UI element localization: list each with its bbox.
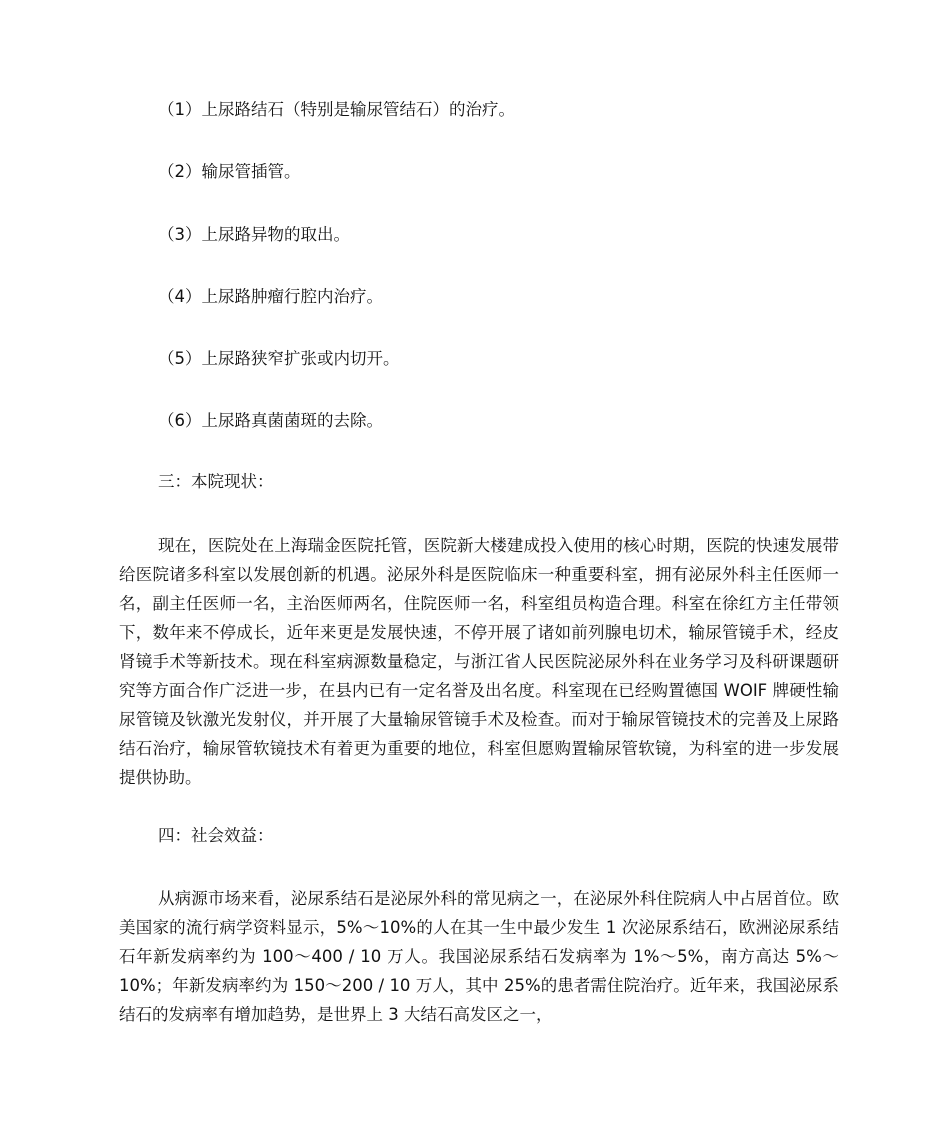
paragraph-social-benefit: 从病源市场来看，泌尿系结石是泌尿外科的常见病之一，在泌尿外科住院病人中占居首位。欧美国家的流行病学资料显示，5%～10%的人在其一生中最少发生 1 次泌尿系结石，欧洲泌尿系结石年新发病率约为 100～400 / 10 万人。我国泌尿系结石发病率为 1%～5%，南方高达 5%～10%；年新发病率约为 150～200 / 10 万人，其中 25%的患者需住院治疗。近年来，我国泌尿系结石的发病率有增加趋势，是世界上 3 大结石高发区之一， [119, 889, 839, 1024]
paragraph-current-status: 现在，医院处在上海瑞金医院托管，医院新大楼建成投入使用的核心时期，医院的快速发展带给医院诸多科室以发展创新的机遇。泌尿外科是医院临床一种重要科室，拥有泌尿外科主任医师一名，副主任医师一名，主治医师两名，住院医师一名，科室组员构造合理。科室在徐红方主任带领下，数年来不停成长，近年来更是发展快速，不停开展了诸如前列腺电切术，输尿管镜手术，经皮肾镜手术等新技术。现在科室病源数量稳定，与浙江省人民医院泌尿外科在业务学习及科研课题研究等方面合作广泛进一步，在县内已有一定名誉及出名度。科室现在已经购置德国 WOIF 牌硬性输尿管镜及钬激光发射仪，并开展了大量输尿管镜手术及检查。而对于输尿管镜技术的完善及上尿路结石治疗，输尿管软镜技术有着更为重要的地位，科室但愿购置输尿管软镜，为科室的进一步发展提供协助。 [119, 536, 839, 787]
list-item-5: （5）上尿路狭窄扩张或内切开。 [158, 349, 400, 368]
section-heading-social-benefit: 四：社会效益： [158, 826, 274, 845]
list-item-2: （2）输尿管插管。 [158, 162, 301, 181]
section-heading-current-status: 三：本院现状： [158, 472, 274, 491]
list-item-4: （4）上尿路肿瘤行腔内治疗。 [158, 287, 383, 306]
list-item-3: （3）上尿路异物的取出。 [158, 225, 350, 244]
list-item-6: （6）上尿路真菌菌斑的去除。 [158, 411, 383, 430]
list-item-1: （1）上尿路结石（特别是输尿管结石）的治疗。 [158, 100, 515, 119]
